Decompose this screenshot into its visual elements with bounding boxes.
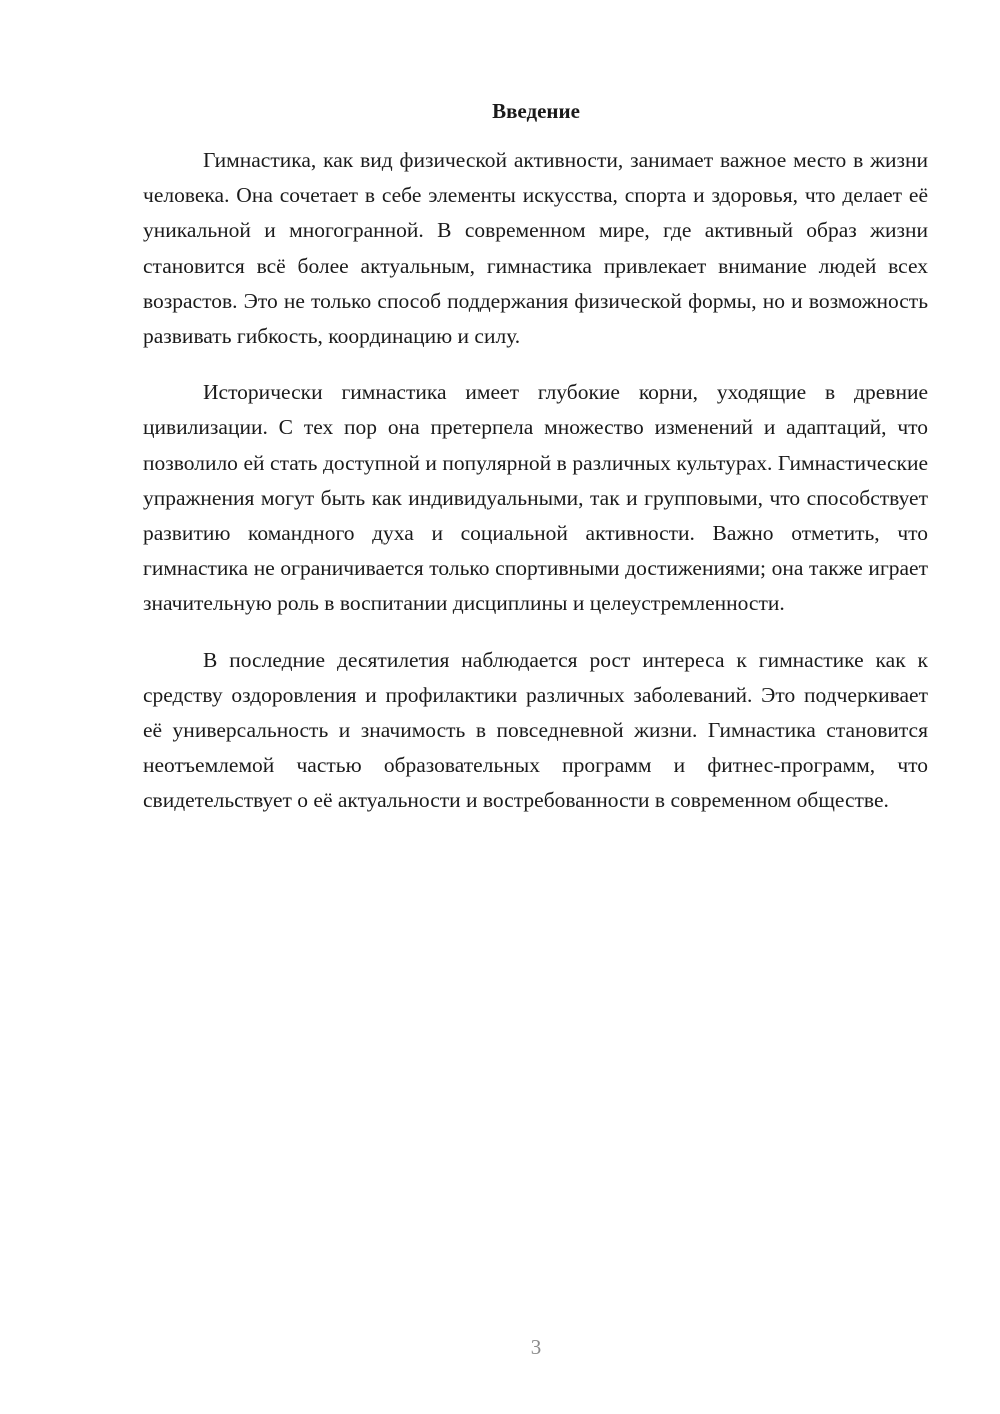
paragraph-3: В последние десятилетия наблюдается рост интереса к гимнастике как к средству оздоровления и профилактики различных заболеваний. Это подчеркивает её универсальность и значимость в повседневной жизни. Гимнастика становится неотъемлемой частью образовательных программ и фитнес-программ, что свидетельствует о её актуальности и востребованности в современном обществе. bbox=[143, 647, 928, 813]
body-text bbox=[143, 143, 928, 840]
paragraph-1: Гимнастика, как вид физической активности, занимает важное место в жизни человека. Она сочетает в себе элементы искусства, спорта и здоровья, что делает её уникальной и многогранной. В современном мире, где активный образ жизни становится всё более актуальным, гимнастика привлекает внимание людей всех возрастов. Это не только способ поддержания физической формы, но и возможность развивать гибкость, координацию и силу. bbox=[143, 148, 928, 349]
page-number: 3 bbox=[530, 1335, 542, 1359]
paragraph-2: Исторически гимнастика имеет глубокие корни, уходящие в древние цивилизации. С тех пор она претерпела множество изменений и адаптаций, что позволило ей стать доступной и популярной в различных культурах. Гимнастические упражнения могут быть как индивидуальными, так и групповыми, что способствует развитию командного духа и социальной активности. Важно отметить, что гимнастика не ограничивается только спортивными достижениями; она также играет значительную роль в воспитании дисциплины и целеустремленности. bbox=[143, 380, 928, 616]
section-heading: Введение bbox=[492, 99, 580, 123]
